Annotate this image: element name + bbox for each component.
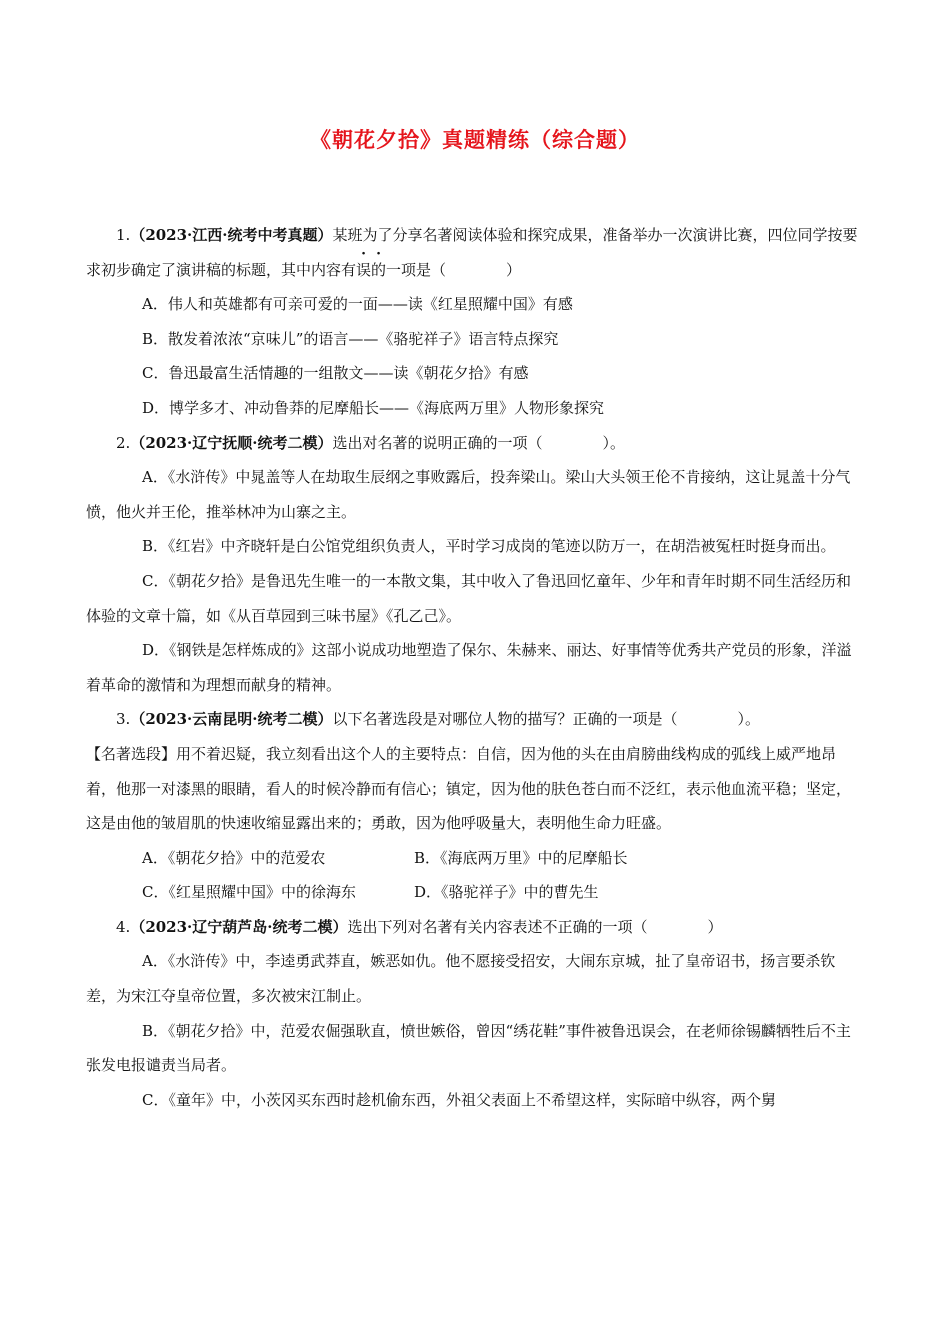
question-3-number: 3. — [116, 710, 131, 729]
question-1-stem: 1.（2023·江西·统考中考真题）某班为了分享名著阅读体验和探究成果，准备举办一次演讲比赛，四位同学按要求初步确定了演讲稿的标题，其中内容有误的一项是（ ） — [86, 226, 858, 279]
question-2-stem: 2.（2023·辽宁抚顺·统考二模）选出对名著的说明正确的一项（ ）。 — [116, 433, 626, 452]
question-3-option-a: A．《朝花夕拾》中的范爱农 — [142, 848, 326, 867]
question-4-option-a: A．《水浒传》中，李逵勇武莽直，嫉恶如仇。他不愿接受招安，大闹东京城，扯了皇帝诏书，扬言要杀钦差，为宋江夺皇帝位置，多次被宋江制止。 — [86, 952, 836, 1006]
question-3-options-row-2 — [86, 875, 858, 910]
question-2-option-c: C．《朝花夕拾》是鲁迅先生唯一的一本散文集，其中收入了鲁迅回忆童年、少年和青年时期不同生活经历和体验的文章十篇，如《从百草园到三味书屋》《孔乙己》。 — [86, 571, 851, 625]
question-4-source: （2023·辽宁葫芦岛·统考二模） — [130, 917, 348, 936]
question-4-stem: 4.（2023·辽宁葫芦岛·统考二模）选出下列对名著有关内容表述不正确的一项（ ） — [116, 917, 723, 936]
question-2-number: 2. — [116, 433, 131, 452]
question-2-option-a: A．《水浒传》中晁盖等人在劫取生辰纲之事败露后，投奔梁山。梁山大头领王伦不肯接纳，这让晁盖十分气愤，他火并王伦，推举林冲为山寨之主。 — [86, 468, 851, 521]
question-3-excerpt: 【名著选段】用不着迟疑，我立刻看出这个人的主要特点：自信，因为他的头在由肩膀曲线构成的弧线上威严地昂着，他那一对漆黑的眼睛，看人的时候冷静而有信心；镇定，因为他的肤色苍白而不泛红，表示他血流平稳；坚定，这是由他的皱眉肌的快速收缩显露出来的；勇敢，因为他呼吸量大，表明他生命力旺盛。 — [86, 744, 852, 833]
question-1-option-d: D．博学多才、冲动鲁莽的尼摩船长——《海底两万里》人物形象探究 — [142, 398, 605, 417]
question-1-number: 1. — [116, 226, 131, 244]
question-1-option-a: A．伟人和英雄都有可亲可爱的一面——读《红星照耀中国》有感 — [142, 295, 573, 314]
question-1-option-b: B．散发着浓浓“京味儿”的语言——《骆驼祥子》语言特点探究 — [142, 329, 559, 348]
question-3-stem: 3.（2023·云南昆明·统考二模）以下名著选段是对哪位人物的描写？正确的一项是（ ）。 — [116, 710, 761, 729]
page-title: 《朝花夕拾》真题精练（综合题） — [310, 128, 640, 152]
question-list — [86, 218, 858, 1117]
question-4-number: 4. — [116, 917, 131, 936]
question-4-option-b: B．《朝花夕拾》中，范爱农倔强耿直，愤世嫉俗，曾因“绣花鞋”事件被鲁迅误会，在老师徐锡麟牺牲后不主张发电报谴责当局者。 — [86, 1021, 851, 1075]
emphasis-dot: 误 — [356, 260, 372, 279]
question-2-option-b: B．《红岩》中齐晓轩是白公馆党组织负责人，平时学习成岗的笔迹以防万一，在胡浩被冤枉时挺身而出。 — [142, 537, 836, 556]
emphasis-dot: 有 — [341, 260, 357, 279]
question-4-option-c: C．《童年》中，小茨冈买东西时趁机偷东西，外祖父表面上不希望这样，实际暗中纵容，两个舅 — [142, 1090, 776, 1109]
question-3-option-b: B．《海底两万里》中的尼摩船长 — [414, 848, 628, 867]
question-3-source: （2023·云南昆明·统考二模） — [130, 710, 333, 729]
question-1-source: （2023·江西·统考中考真题） — [130, 226, 333, 244]
question-3-options-row-1 — [86, 841, 858, 876]
question-1-option-c: C．鲁迅最富生活情趣的一组散文——读《朝花夕拾》有感 — [142, 364, 529, 383]
question-2-option-d: D．《钢铁是怎样炼成的》这部小说成功地塑造了保尔、朱赫来、丽达、好事情等优秀共产党员的形象，洋溢着革命的激情和为理想而献身的精神。 — [86, 641, 852, 694]
question-2-source: （2023·辽宁抚顺·统考二模） — [130, 433, 333, 452]
question-3-option-c: C．《红星照耀中国》中的徐海东 — [142, 883, 356, 902]
question-3-option-d: D．《骆驼祥子》中的曹先生 — [414, 883, 599, 902]
